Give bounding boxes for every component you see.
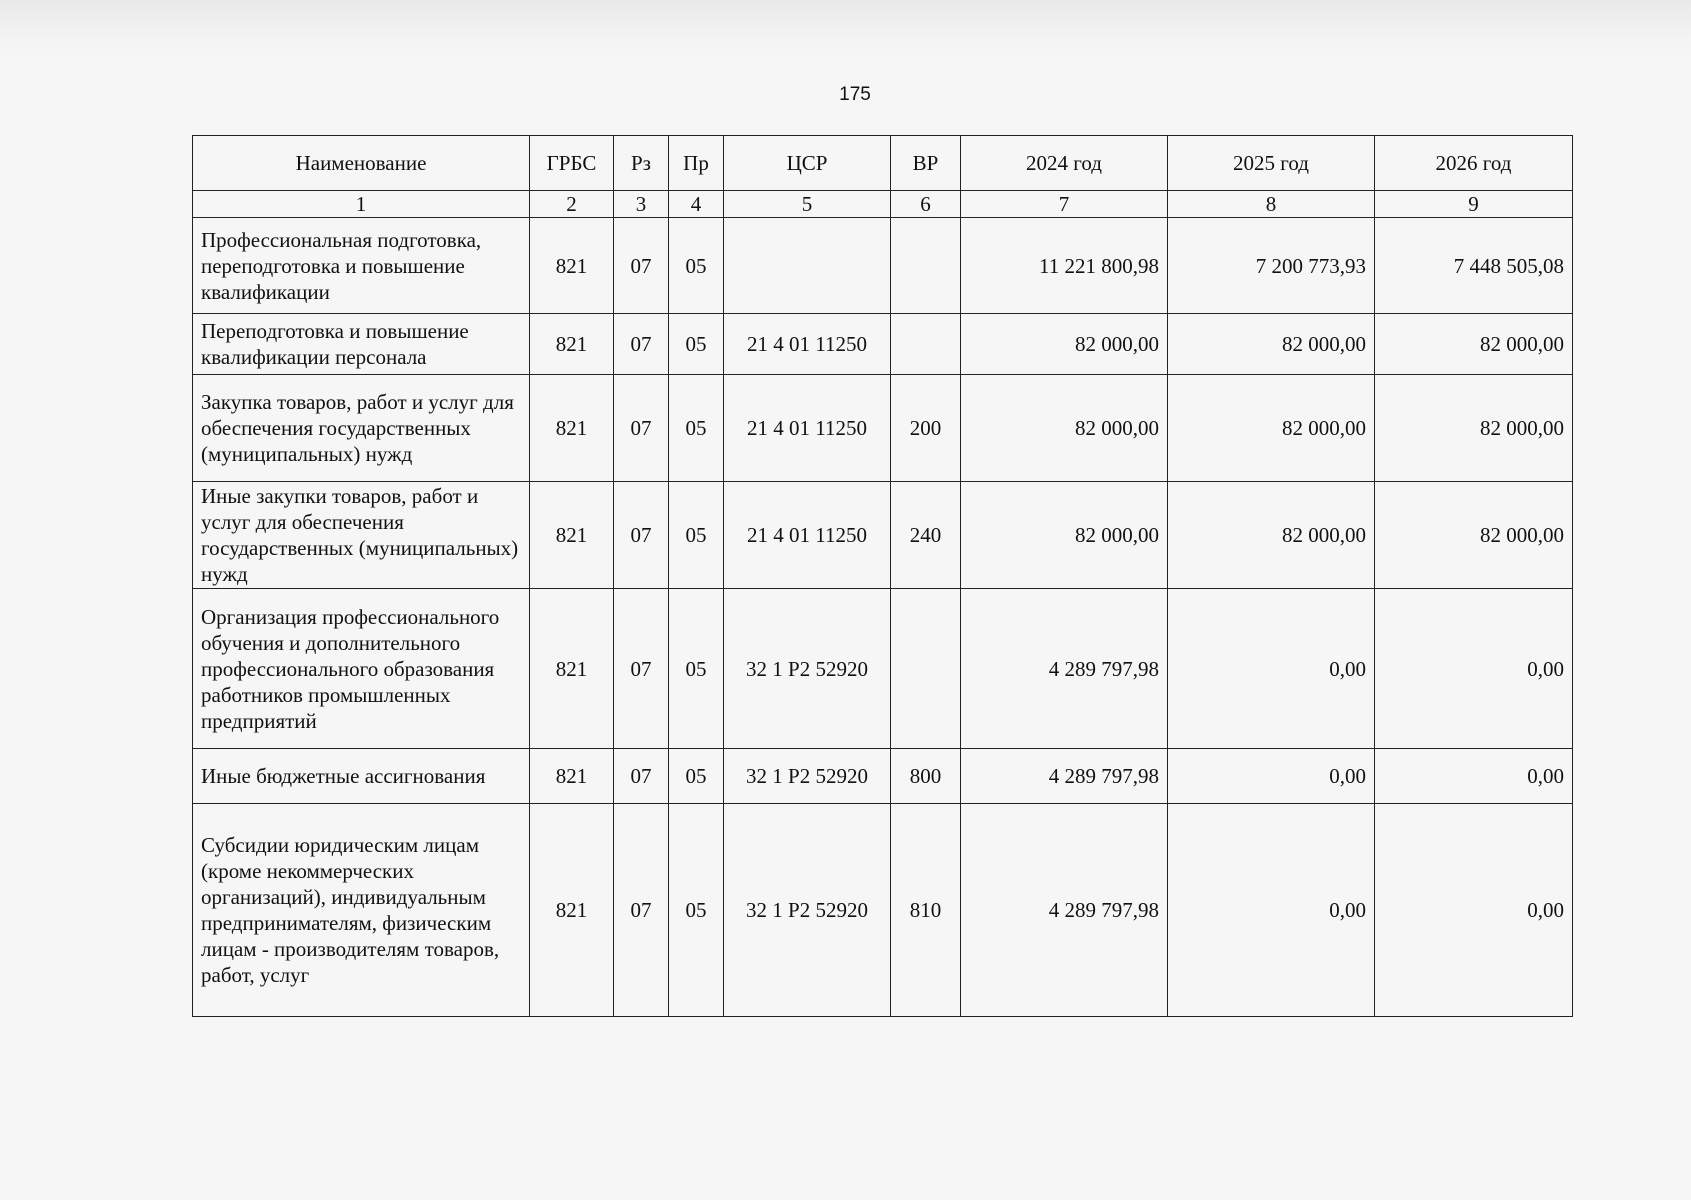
row-grbs: 821 — [530, 375, 614, 482]
row-pr: 05 — [669, 589, 724, 749]
header-2026: 2026 год — [1375, 136, 1573, 191]
row-name: Организация профессионального обучения и дополнительного профессионального образования работников промышленных предприятий — [193, 589, 530, 749]
row-amount-2026: 0,00 — [1375, 804, 1573, 1017]
row-amount-2026: 0,00 — [1375, 589, 1573, 749]
row-amount-2025: 0,00 — [1168, 589, 1375, 749]
row-amount-2026: 82 000,00 — [1375, 314, 1573, 375]
table-row — [193, 218, 1573, 314]
column-number-row — [193, 191, 1573, 218]
row-amount-2025: 0,00 — [1168, 749, 1375, 804]
row-amount-2026: 7 448 505,08 — [1375, 218, 1573, 314]
page-number: 175 — [839, 84, 871, 105]
row-pr: 05 — [669, 804, 724, 1017]
row-rz: 07 — [614, 589, 669, 749]
header-grbs: ГРБС — [530, 136, 614, 191]
row-rz: 07 — [614, 749, 669, 804]
row-grbs: 821 — [530, 749, 614, 804]
header-2025: 2025 год — [1168, 136, 1375, 191]
row-name: Субсидии юридическим лицам (кроме некоммерческих организаций), индивидуальным предпринимателям, физическим лицам - производителям товаров, работ, услуг — [193, 804, 530, 1017]
scan-header-artifact — [0, 0, 1691, 60]
header-pr: Пр — [669, 136, 724, 191]
row-vr — [891, 589, 961, 749]
row-amount-2025: 82 000,00 — [1168, 375, 1375, 482]
table-row — [193, 804, 1573, 1017]
row-pr: 05 — [669, 482, 724, 589]
row-amount-2025: 82 000,00 — [1168, 314, 1375, 375]
header-rz: Рз — [614, 136, 669, 191]
table-row — [193, 482, 1573, 589]
row-amount-2026: 82 000,00 — [1375, 375, 1573, 482]
row-csr: 21 4 01 11250 — [724, 482, 891, 589]
row-pr: 05 — [669, 375, 724, 482]
row-csr: 32 1 Р2 52920 — [724, 589, 891, 749]
row-vr — [891, 314, 961, 375]
row-amount-2025: 0,00 — [1168, 804, 1375, 1017]
row-rz: 07 — [614, 482, 669, 589]
header-row — [193, 136, 1573, 191]
row-amount-2026: 0,00 — [1375, 749, 1573, 804]
row-amount-2024: 4 289 797,98 — [961, 749, 1168, 804]
row-amount-2024: 82 000,00 — [961, 314, 1168, 375]
column-number: 8 — [1168, 191, 1375, 218]
column-number: 7 — [961, 191, 1168, 218]
row-csr — [724, 218, 891, 314]
row-rz: 07 — [614, 314, 669, 375]
row-vr: 200 — [891, 375, 961, 482]
row-grbs: 821 — [530, 804, 614, 1017]
row-rz: 07 — [614, 218, 669, 314]
header-csr: ЦСР — [724, 136, 891, 191]
header-name: Наименование — [193, 136, 530, 191]
table-row — [193, 314, 1573, 375]
row-vr: 810 — [891, 804, 961, 1017]
row-vr — [891, 218, 961, 314]
column-number: 9 — [1375, 191, 1573, 218]
row-pr: 05 — [669, 218, 724, 314]
row-name: Иные бюджетные ассигнования — [193, 749, 530, 804]
table-row — [193, 589, 1573, 749]
row-amount-2026: 82 000,00 — [1375, 482, 1573, 589]
column-number: 2 — [530, 191, 614, 218]
row-amount-2024: 4 289 797,98 — [961, 804, 1168, 1017]
row-amount-2024: 11 221 800,98 — [961, 218, 1168, 314]
column-number: 4 — [669, 191, 724, 218]
row-csr: 21 4 01 11250 — [724, 314, 891, 375]
row-vr: 240 — [891, 482, 961, 589]
row-amount-2025: 7 200 773,93 — [1168, 218, 1375, 314]
row-name: Иные закупки товаров, работ и услуг для обеспечения государственных (муниципальных) нужд — [193, 482, 530, 589]
row-amount-2024: 4 289 797,98 — [961, 589, 1168, 749]
table-row — [193, 749, 1573, 804]
row-grbs: 821 — [530, 314, 614, 375]
row-csr: 32 1 Р2 52920 — [724, 749, 891, 804]
row-amount-2024: 82 000,00 — [961, 482, 1168, 589]
header-vr: ВР — [891, 136, 961, 191]
row-csr: 32 1 Р2 52920 — [724, 804, 891, 1017]
row-amount-2024: 82 000,00 — [961, 375, 1168, 482]
header-2024: 2024 год — [961, 136, 1168, 191]
budget-table — [192, 135, 1573, 1017]
row-amount-2025: 82 000,00 — [1168, 482, 1375, 589]
column-number: 5 — [724, 191, 891, 218]
row-pr: 05 — [669, 749, 724, 804]
row-vr: 800 — [891, 749, 961, 804]
column-number: 6 — [891, 191, 961, 218]
row-name: Профессиональная подготовка, переподготовка и повышение квалификации — [193, 218, 530, 314]
row-rz: 07 — [614, 804, 669, 1017]
column-number: 3 — [614, 191, 669, 218]
row-name: Переподготовка и повышение квалификации персонала — [193, 314, 530, 375]
column-number: 1 — [193, 191, 530, 218]
row-grbs: 821 — [530, 482, 614, 589]
row-grbs: 821 — [530, 218, 614, 314]
table-row — [193, 375, 1573, 482]
row-pr: 05 — [669, 314, 724, 375]
row-csr: 21 4 01 11250 — [724, 375, 891, 482]
row-grbs: 821 — [530, 589, 614, 749]
row-name: Закупка товаров, работ и услуг для обеспечения государственных (муниципальных) нужд — [193, 375, 530, 482]
row-rz: 07 — [614, 375, 669, 482]
